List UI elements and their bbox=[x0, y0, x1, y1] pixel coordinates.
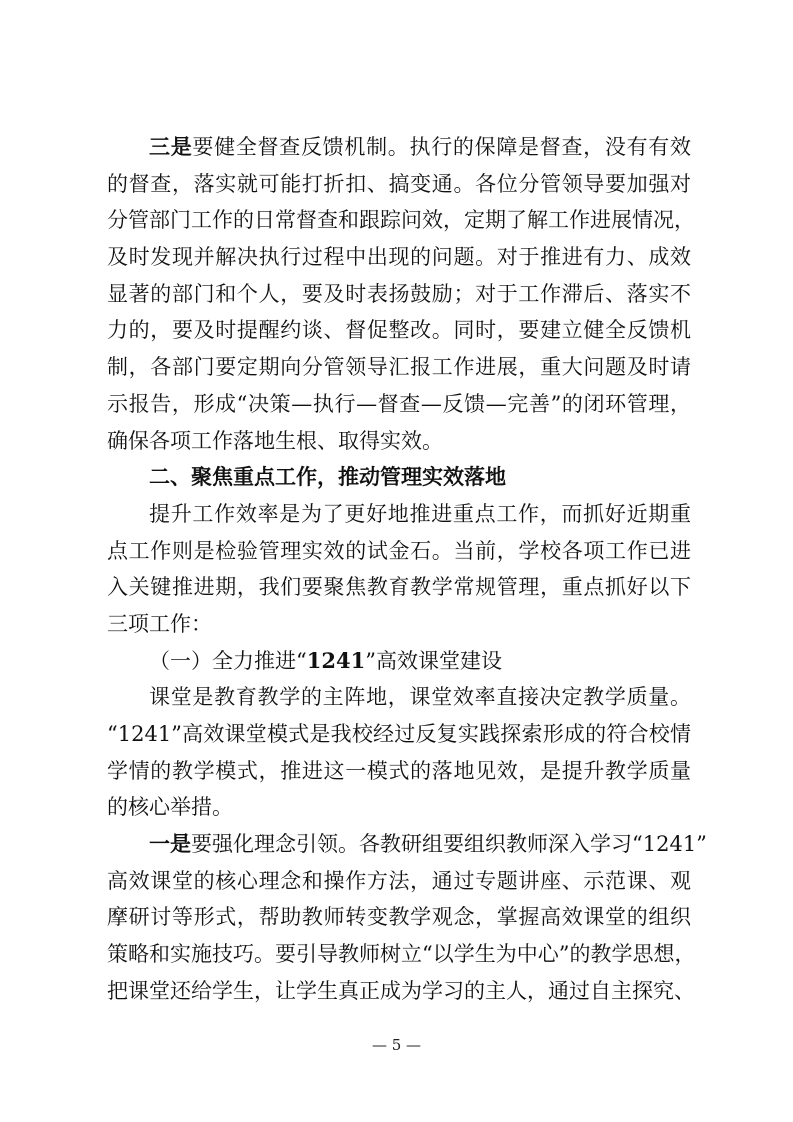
text-line bbox=[107, 753, 691, 790]
text-segment: 力的，要及时提醒约谈、督促整改。同时，要建立健全反馈机 bbox=[107, 318, 691, 343]
text-segment: 分管部门工作的日常督查和跟踪问效，定期了解工作进展情况， bbox=[107, 208, 695, 233]
text-segment: 的核心举措。 bbox=[107, 795, 233, 820]
text-segment: （一）全力推进“ bbox=[149, 648, 307, 673]
text-segment: 摩研讨等形式，帮助教师转变教学观念，掌握高效课堂的组织 bbox=[107, 905, 691, 930]
text-line bbox=[107, 936, 696, 973]
text-line bbox=[107, 386, 691, 423]
text-segment: 策略和实施技巧。要引导教师树立“以学生为中心”的教学思想， bbox=[107, 942, 696, 967]
text-segment: 要健全督查反馈机制。执行的保障是督查，没有有效 bbox=[192, 135, 692, 159]
text-segment: 入关键推进期，我们要聚焦教育教学常规管理，重点抓好以下 bbox=[107, 575, 691, 600]
text-line bbox=[107, 129, 691, 166]
text-segment: 示报告，形成“决策—执行—督查—反馈—完善”的闭环管理， bbox=[107, 391, 691, 416]
text-line bbox=[107, 533, 691, 570]
text-line bbox=[107, 312, 691, 349]
text-segment: 高效课堂的核心理念和操作方法，通过专题讲座、示范课、观 bbox=[107, 868, 691, 893]
text-segment: 课堂是教育教学的主阵地，课堂效率直接决定教学质量。 bbox=[149, 685, 691, 710]
page-number: — 5 — bbox=[371, 1036, 422, 1054]
text-line bbox=[107, 239, 691, 276]
section-heading bbox=[107, 459, 691, 496]
text-segment: 显著的部门和个人，要及时表扬鼓励；对于工作滞后、落实不 bbox=[107, 281, 691, 306]
text-line bbox=[107, 899, 691, 936]
text-line bbox=[107, 643, 691, 680]
text-line bbox=[107, 716, 691, 753]
text-segment: 学情的教学模式，推进这一模式的落地见效，是提升教学质量 bbox=[107, 758, 691, 783]
text-segment: 提升工作效率是为了更好地推进重点工作，而抓好近期重 bbox=[149, 501, 691, 526]
bold-text: 1241 bbox=[306, 647, 366, 673]
text-segment: 确保各项工作落地生根、取得实效。 bbox=[107, 428, 443, 453]
text-line bbox=[107, 679, 691, 716]
text-segment: 及时发现并解决执行过程中出现的问题。对于推进有力、成效 bbox=[107, 245, 691, 270]
text-line bbox=[107, 166, 691, 203]
bold-text: 一是 bbox=[149, 831, 191, 857]
text-line bbox=[107, 863, 691, 900]
text-segment: 要强化理念引领。各教研组要组织教师深入学习“1241” bbox=[191, 832, 707, 857]
text-line bbox=[107, 276, 691, 313]
text-line bbox=[107, 606, 691, 643]
document-body bbox=[107, 129, 707, 1010]
text-segment: 的督查，落实就可能打折扣、搞变通。各位分管领导要加强对 bbox=[107, 171, 691, 196]
text-line bbox=[107, 826, 707, 863]
text-line bbox=[107, 202, 695, 239]
text-segment: 点工作则是检验管理实效的试金石。当前，学校各项工作已进 bbox=[107, 538, 691, 563]
text-segment: ”高效课堂建设 bbox=[365, 648, 502, 673]
bold-text: 二、聚焦重点工作，推动管理实效落地 bbox=[149, 464, 506, 490]
text-line bbox=[107, 789, 691, 826]
text-line bbox=[107, 569, 691, 606]
text-segment: 把课堂还给学生，让学生真正成为学习的主人，通过自主探究、 bbox=[107, 978, 695, 1003]
bold-text: 三是 bbox=[149, 134, 193, 159]
text-line bbox=[107, 973, 695, 1010]
text-segment: “1241”高效课堂模式是我校经过反复实践探索形成的符合校情 bbox=[107, 722, 691, 746]
text-line bbox=[107, 496, 691, 533]
text-line bbox=[107, 349, 691, 386]
text-line bbox=[107, 423, 691, 460]
text-segment: 三项工作： bbox=[107, 611, 212, 636]
text-segment: 制，各部门要定期向分管领导汇报工作进展，重大问题及时请 bbox=[107, 355, 691, 380]
